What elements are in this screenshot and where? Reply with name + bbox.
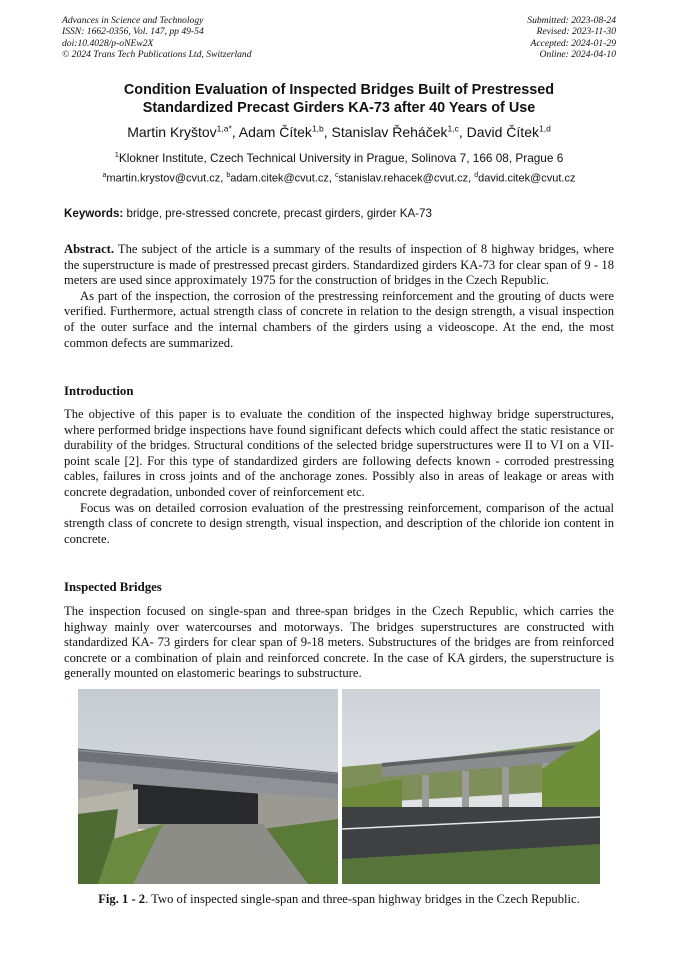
abstract-label: Abstract.: [64, 242, 115, 256]
email-link[interactable]: adam.citek@cvut.cz,: [230, 172, 335, 185]
bridge-photo-three-span: [342, 689, 600, 884]
affiliation: [20, 150, 658, 165]
email-sup: d: [474, 172, 479, 179]
abstract-text-1: The subject of the article is a summary of the results of inspection of 8 highway bridges, where the superstructure is made of prestressed precast girders. Standardized girders KA-73 for clear span of 9 - 18 meters are used since approximately 1975 for the construction of bridges in the Czech Republic.: [64, 242, 614, 288]
copyright: © 2024 Trans Tech Publications Ltd, Switzerland: [62, 49, 252, 61]
section-heading-inspected-bridges: Inspected Bridges: [64, 580, 162, 594]
email-sup: c: [335, 172, 339, 179]
abstract: [64, 242, 614, 351]
author-sup: 1,b: [311, 123, 324, 134]
keywords-label: Keywords:: [64, 207, 124, 220]
introduction-body: [64, 407, 614, 547]
affiliation-sup: 1: [114, 150, 119, 159]
affiliation-text: Klokner Institute, Czech Technical University in Prague, Solinova 7, 166 08, Prague 6: [118, 150, 564, 165]
author-sup: 1,c: [447, 123, 459, 134]
abstract-paragraph-1: [64, 242, 614, 289]
email-sup: a: [102, 172, 107, 179]
author-name: Adam Čítek: [238, 124, 312, 140]
caption-text: . Two of inspected single-span and three-span highway bridges in the Czech Republic.: [145, 892, 580, 906]
caption-label: Fig. 1 - 2: [98, 892, 146, 906]
email-list: [20, 172, 658, 185]
author-separator: ,: [458, 124, 467, 140]
email-link[interactable]: david.citek@cvut.cz: [478, 172, 576, 185]
inspected-paragraph-1: The inspection focused on single-span and three-span bridges in the Czech Republic, which carries the highway mainly over watercourses and motorways. The bridges superstructures are constructed with standardized KA- 73 girders for clear span of 9-18 meters. Substructures of the bridges are from reinforced concrete or a combination of plain and reinforced concrete. In the case of KA girders, the superstructure is generally mounted on elastomeric bearings to substructure.: [64, 604, 614, 681]
author-separator: ,: [323, 124, 332, 140]
title-line-1: Condition Evaluation of Inspected Bridges Built of Prestressed: [123, 82, 555, 98]
submitted-date: Submitted: 2023-08-24: [527, 15, 616, 26]
inspected-bridges-body: [64, 604, 614, 682]
intro-paragraph-2: Focus was on detailed corrosion evaluation of the prestressing reinforcement, comparison of the actual strength class of concrete to design strength, visual inspection, and description of the chloride ion content in concrete.: [64, 500, 614, 546]
email-sup: b: [226, 172, 231, 179]
keywords: [64, 207, 614, 220]
accepted-date: Accepted: 2024-01-29: [530, 37, 616, 49]
author-name: Stanislav Řeháček: [331, 124, 448, 140]
online-date: Online: 2024-04-10: [539, 49, 616, 61]
paper-title: [40, 82, 638, 117]
author-sup: 1,d: [538, 123, 551, 134]
title-line-2: Standardized Precast Girders KA-73 after 40 Years of Use: [142, 99, 536, 116]
journal-name: Advances in Science and Technology: [62, 15, 204, 26]
journal-info: [62, 15, 252, 61]
figure-row: [78, 689, 600, 884]
figure-caption: [20, 892, 658, 907]
email-link[interactable]: stanislav.rehacek@cvut.cz,: [338, 172, 475, 185]
author-separator: ,: [231, 124, 239, 140]
author-list: [20, 124, 658, 140]
author-name: Martin Kryštov: [127, 124, 217, 140]
email-link[interactable]: martin.krystov@cvut.cz,: [106, 172, 227, 185]
doi: doi:10.4028/p-oNEw2X: [62, 37, 154, 49]
dates-info: [527, 15, 616, 61]
intro-paragraph-1: The objective of this paper is to evaluate the condition of the inspected highway bridge superstructures, where performed bridge inspections have found significant defects which could affect the static resistance or durability of the bridges. Structural conditions of the selected bridge superstructures were II to VI on a VII-point scale [2]. For this type of standardized girders are following defects known - corroded prestressing cables, failures in cross joints and of the anchorage zones. Possibly also in areas of leakage or areas with concrete degradation, unbonded cover of reinforcement etc.: [64, 407, 614, 499]
author-name: David Čítek: [466, 124, 539, 140]
author-sup: 1,a*: [216, 123, 232, 134]
revised-date: Revised: 2023-11-30: [536, 26, 616, 38]
bridge-photo-single-span: [78, 689, 338, 884]
section-heading-introduction: Introduction: [64, 384, 134, 398]
keywords-text: bridge, pre-stressed concrete, precast girders, girder KA-73: [123, 207, 432, 220]
abstract-paragraph-2: As part of the inspection, the corrosion of the prestressing reinforcement and the grouting of ducts were verified. Furthermore, actual strength class of concrete in relation to the design strength, a visual inspection of the outer surface and the internal chambers of the girders using a videoscope. At the end, the most common defects are summarized.: [64, 288, 614, 350]
issn: ISSN: 1662-0356, Vol. 147, pp 49-54: [62, 26, 204, 38]
